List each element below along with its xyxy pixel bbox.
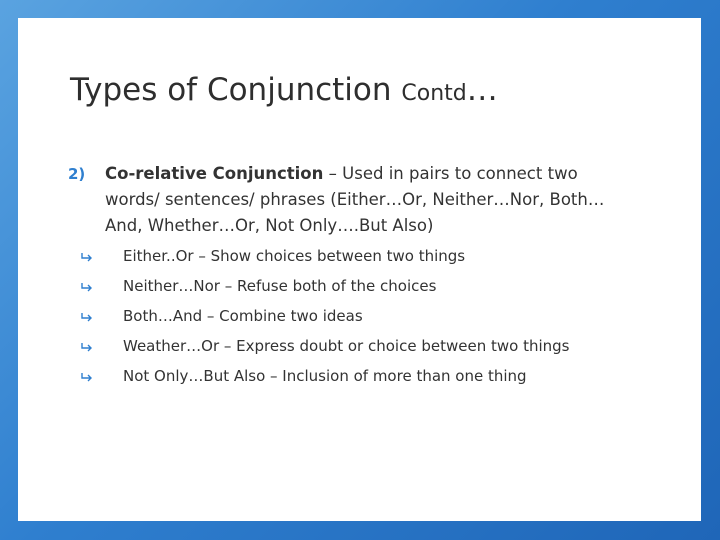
title-contd: Contd — [401, 81, 467, 106]
bullet-text: Weather…Or – Express doubt or choice between two things — [123, 337, 570, 355]
arrow-bullet-icon — [81, 282, 123, 294]
item-term: Co-relative Conjunction — [105, 164, 324, 183]
arrow-bullet-icon — [81, 372, 123, 384]
item-description: – Used in pairs to connect two words/ sentences/ phrases (Either…Or, Neither…Nor, Both…And, Whether…Or, Not Only….But Also) — [105, 164, 605, 235]
list-item — [81, 271, 569, 301]
list-item — [81, 241, 569, 271]
bullet-text: Neither…Nor – Refuse both of the choices — [123, 277, 437, 295]
slide-title — [70, 72, 498, 108]
title-ellipsis: … — [466, 72, 498, 108]
list-item — [81, 301, 569, 331]
list-item — [81, 361, 569, 391]
bullet-list — [81, 241, 569, 391]
list-item — [81, 331, 569, 361]
bullet-text: Not Only…But Also – Inclusion of more than one thing — [123, 367, 527, 385]
bullet-text: Either..Or – Show choices between two things — [123, 247, 466, 265]
item-number: 2) — [68, 165, 86, 183]
slide-canvas — [18, 18, 701, 521]
bullet-text: Both…And – Combine two ideas — [123, 307, 363, 325]
arrow-bullet-icon — [81, 342, 123, 354]
arrow-bullet-icon — [81, 252, 123, 264]
item-text — [105, 161, 635, 239]
title-main: Types of Conjunction — [70, 72, 402, 108]
arrow-bullet-icon — [81, 312, 123, 324]
